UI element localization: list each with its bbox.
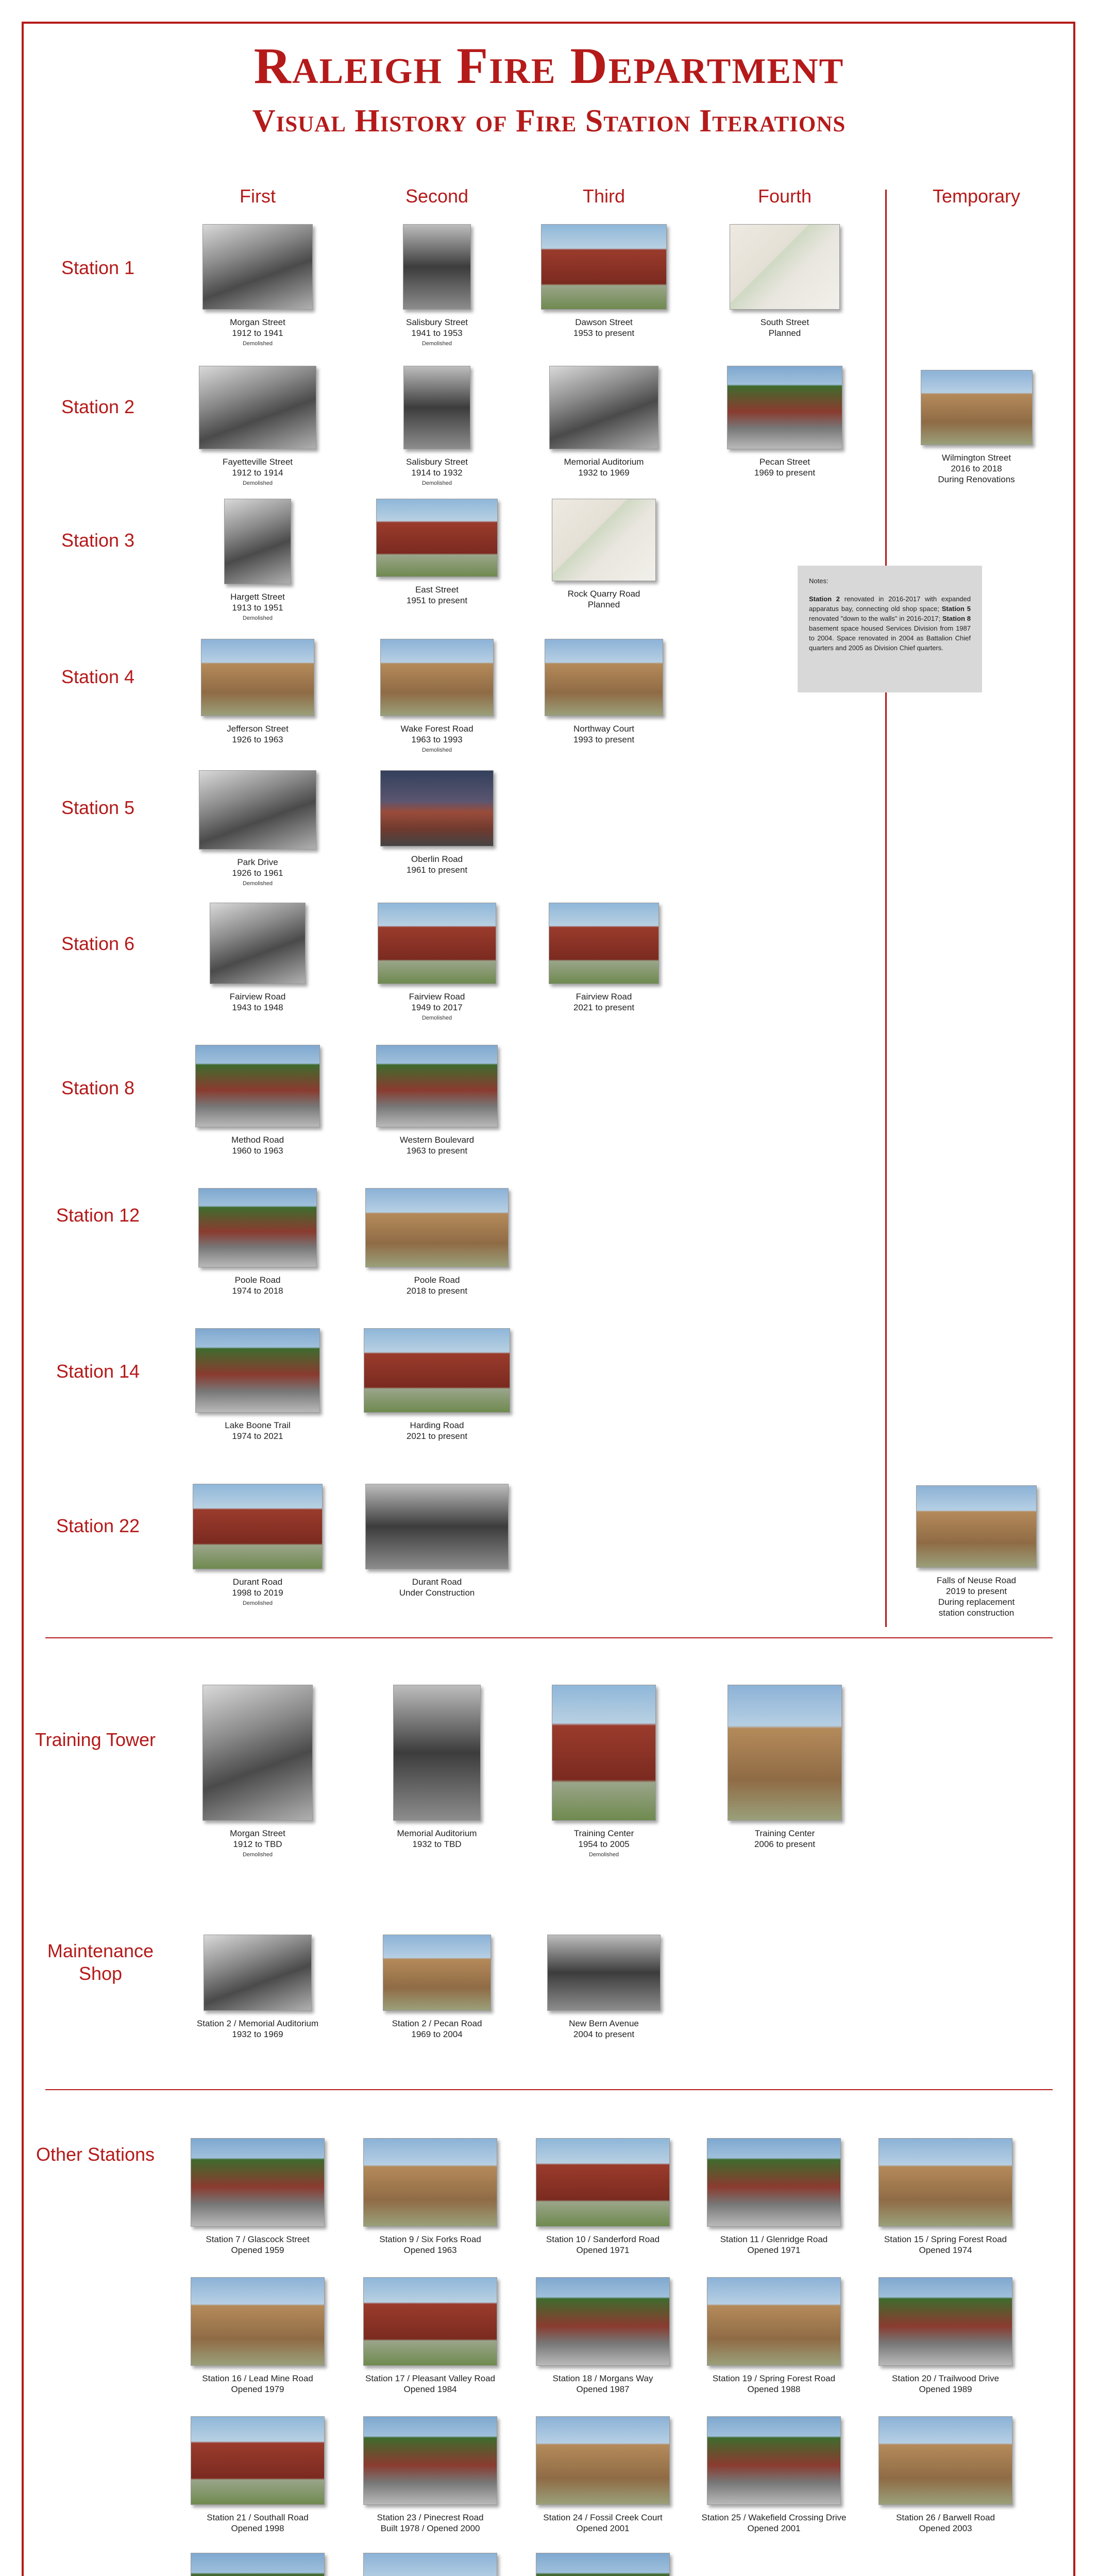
- station-photo: [199, 770, 316, 850]
- years: 1969 to present: [754, 468, 816, 478]
- station-photo: [364, 1328, 510, 1413]
- station-name: Station 11 / Glenridge Road: [720, 2234, 828, 2244]
- station-photo: [707, 2138, 841, 2227]
- station-opened: Opened 2001: [747, 2523, 801, 2533]
- station-photo: [363, 2277, 497, 2366]
- station-2-first: [178, 366, 337, 489]
- station-photo: [536, 2277, 670, 2366]
- station-22-first: [178, 1484, 337, 1609]
- other-station-card: [332, 2416, 528, 2534]
- note: station construction: [938, 1608, 1015, 1618]
- years: 2021 to present: [573, 1003, 635, 1012]
- station-opened: Opened 1971: [747, 2245, 801, 2255]
- column-header-fourth: Fourth: [757, 185, 812, 207]
- station-photo: [549, 903, 659, 984]
- location-name: Wake Forest Road: [400, 724, 474, 734]
- location-name: South Street: [760, 317, 809, 327]
- station-5-second: [357, 770, 517, 875]
- years: 1912 to 1941: [232, 328, 283, 338]
- other-station-card: [848, 2138, 1043, 2256]
- station-14-second: [357, 1328, 517, 1442]
- column-header-temporary: Temporary: [932, 185, 1021, 207]
- other-station-card: [848, 2277, 1043, 2395]
- location-name: Salisbury Street: [406, 457, 468, 467]
- station-opened: Opened 1979: [231, 2384, 284, 2394]
- other-station-card: [332, 2553, 528, 2576]
- station-name: Station 7 / Glascock Street: [206, 2234, 310, 2244]
- station-22-temporary: [897, 1485, 1056, 1618]
- column-header-first: First: [240, 185, 276, 207]
- station-1-fourth: [705, 224, 865, 338]
- station-photo: [224, 499, 291, 584]
- other-station-card: [160, 2138, 356, 2256]
- station-photo: [365, 1188, 509, 1267]
- note: During replacement: [938, 1597, 1015, 1607]
- column-header-second: Second: [405, 185, 469, 207]
- station-2-temporary: [897, 370, 1056, 485]
- other-station-card: [505, 2416, 701, 2534]
- location-name: Training Center: [754, 1828, 815, 1838]
- demolished-note: Demolished: [421, 341, 452, 347]
- station-photo: [378, 903, 496, 984]
- other-station-card: [676, 2277, 872, 2395]
- station-name: Station 17 / Pleasant Valley Road: [365, 2374, 495, 2383]
- row-label-other-stations: Other Stations: [36, 2144, 155, 2165]
- years: 1961 to present: [406, 865, 468, 875]
- years: 1951 to present: [406, 596, 468, 605]
- location-name: Salisbury Street: [406, 317, 468, 327]
- tower-photo: [552, 1685, 656, 1821]
- station-photo: [707, 2277, 841, 2366]
- years: Under Construction: [399, 1588, 475, 1598]
- tower-photo: [728, 1685, 842, 1821]
- location-name: Fairview Road: [409, 992, 465, 1002]
- station-photo: [727, 366, 842, 449]
- demolished-note: Demolished: [242, 1600, 273, 1606]
- station-photo: [193, 1484, 323, 1569]
- station-opened: Opened 1987: [576, 2384, 630, 2394]
- station-photo: [201, 639, 314, 716]
- station-2-second: [357, 366, 517, 489]
- station-photo: [549, 366, 658, 449]
- station-name: Station 10 / Sanderford Road: [546, 2234, 660, 2244]
- station-opened: Opened 2001: [576, 2523, 630, 2533]
- station-photo: [365, 1484, 509, 1569]
- station-photo: [376, 499, 498, 577]
- years: 1963 to present: [406, 1146, 468, 1156]
- station-4-first: [178, 639, 337, 745]
- years: 1998 to 2019: [232, 1588, 283, 1598]
- station-photo: [202, 224, 313, 310]
- site-map: [552, 499, 656, 581]
- years: 2016 to 2018: [951, 464, 1002, 473]
- station-14-first: [178, 1328, 337, 1442]
- other-station-card: [332, 2277, 528, 2395]
- years: 1926 to 1961: [232, 868, 283, 878]
- demolished-note: Demolished: [421, 1015, 452, 1021]
- station-photo: [198, 1188, 317, 1267]
- shop-photo: [204, 1935, 312, 2011]
- station-6-first: [178, 903, 337, 1013]
- location-name: East Street: [415, 585, 459, 595]
- location-name: Fayetteville Street: [222, 457, 293, 467]
- other-station-card: [160, 2553, 356, 2576]
- row-label-maintenance-shop: Maintenance Shop: [47, 1940, 154, 1984]
- station-photo: [403, 224, 471, 310]
- station-photo: [879, 2277, 1012, 2366]
- station-opened: Built 1978 / Opened 2000: [380, 2523, 480, 2533]
- row-label-station-2: Station 2: [61, 396, 135, 417]
- other-station-card: [505, 2553, 701, 2576]
- years: Planned: [587, 600, 620, 609]
- station-4-third: [524, 639, 684, 745]
- location-name: Training Center: [573, 1828, 634, 1838]
- location-name: Northway Court: [573, 724, 635, 734]
- station-opened: Opened 1988: [747, 2384, 801, 2394]
- tower-photo: [202, 1685, 313, 1821]
- row-label-training-tower: Training Tower: [35, 1729, 156, 1750]
- row-label-station-14: Station 14: [56, 1361, 140, 1382]
- years: 2019 to present: [945, 1586, 1007, 1596]
- temporary-divider: [885, 190, 887, 1627]
- years: 2021 to present: [406, 1431, 468, 1441]
- station-opened: Opened 1959: [231, 2245, 284, 2255]
- station-photo: [921, 370, 1033, 445]
- other-station-card: [848, 2416, 1043, 2534]
- training-tower-2: [357, 1685, 517, 1850]
- years: 2006 to present: [754, 1839, 816, 1849]
- years: 1954 to 2005: [578, 1839, 630, 1849]
- station-5-first: [178, 770, 337, 889]
- section-divider: [45, 2089, 1053, 2090]
- station-22-second: [357, 1484, 517, 1598]
- station-photo: [545, 639, 663, 716]
- location-name: Morgan Street: [230, 1828, 285, 1838]
- location-name: Durant Road: [232, 1577, 283, 1587]
- station-photo: [403, 366, 470, 449]
- location-name: Jefferson Street: [227, 724, 289, 734]
- years: 1960 to 1963: [232, 1146, 283, 1156]
- row-label-station-12: Station 12: [56, 1205, 140, 1226]
- location-name: Dawson Street: [575, 317, 633, 327]
- years: 1941 to 1953: [411, 328, 463, 338]
- station-name: Station 26 / Barwell Road: [896, 2513, 995, 2522]
- station-name: Station 9 / Six Forks Road: [379, 2234, 481, 2244]
- station-1-first: [178, 224, 337, 349]
- location-name: Park Drive: [237, 857, 278, 867]
- station-photo: [536, 2416, 670, 2505]
- other-station-card: [505, 2277, 701, 2395]
- station-photo: [536, 2553, 670, 2576]
- station-photo: [363, 2553, 497, 2576]
- station-8-first: [178, 1045, 337, 1156]
- maintenance-shop-2: [357, 1935, 517, 2040]
- notes-label: Notes:: [809, 577, 829, 585]
- location-name: Memorial Auditorium: [564, 457, 644, 467]
- shop-photo: [383, 1935, 491, 2011]
- years: 1949 to 2017: [411, 1003, 463, 1012]
- station-3-first: [178, 499, 337, 624]
- location-name: Method Road: [231, 1135, 284, 1145]
- station-opened: Opened 1971: [576, 2245, 630, 2255]
- station-2-third: [524, 366, 684, 478]
- years: 1926 to 1963: [232, 735, 283, 744]
- location-name: Fairview Road: [576, 992, 632, 1002]
- note-station-ref: Station 2: [809, 595, 840, 603]
- demolished-note: Demolished: [421, 480, 452, 486]
- station-12-second: [357, 1188, 517, 1296]
- row-label-station-22: Station 22: [56, 1515, 140, 1536]
- station-1-third: [524, 224, 684, 338]
- years: 1914 to 1932: [411, 468, 463, 478]
- other-station-card: [160, 2416, 356, 2534]
- station-opened: Opened 1974: [919, 2245, 972, 2255]
- years: 1912 to TBD: [233, 1839, 282, 1849]
- station-photo: [916, 1485, 1037, 1568]
- station-photo: [879, 2138, 1012, 2227]
- station-photo: [191, 2416, 325, 2505]
- note-station-ref: Station 8: [942, 615, 971, 622]
- row-label-station-4: Station 4: [61, 666, 135, 687]
- note: During Renovations: [938, 474, 1015, 484]
- row-label-station-3: Station 3: [61, 530, 135, 551]
- location-name: Memorial Auditorium: [397, 1828, 477, 1838]
- other-station-card: [332, 2138, 528, 2256]
- station-4-second: [357, 639, 517, 756]
- location-name: Harding Road: [410, 1420, 464, 1430]
- location-name: Wilmington Street: [941, 453, 1011, 463]
- station-photo: [376, 1045, 498, 1127]
- years: 2018 to present: [406, 1286, 468, 1296]
- row-label-station-1: Station 1: [61, 257, 135, 278]
- location-name: Morgan Street: [230, 317, 285, 327]
- years: 1932 to TBD: [412, 1839, 462, 1849]
- other-station-card: [160, 2277, 356, 2395]
- years: 1953 to present: [573, 328, 635, 338]
- years: 1932 to 1969: [578, 468, 630, 478]
- maintenance-shop-1: [178, 1935, 337, 2040]
- column-header-third: Third: [582, 185, 626, 207]
- station-name: Station 18 / Morgans Way: [552, 2374, 653, 2383]
- location-name: Fairview Road: [229, 992, 286, 1002]
- years: 1974 to 2021: [232, 1431, 283, 1441]
- station-opened: Opened 1989: [919, 2384, 972, 2394]
- years: 1932 to 1969: [232, 2029, 283, 2039]
- station-photo: [707, 2416, 841, 2505]
- location-name: Oberlin Road: [411, 854, 463, 864]
- station-photo: [210, 903, 306, 984]
- station-photo: [541, 224, 667, 310]
- years: 1969 to 2004: [411, 2029, 463, 2039]
- station-8-second: [357, 1045, 517, 1156]
- row-label-station-5: Station 5: [61, 797, 135, 818]
- note-text: renovated in 2016-2017 with expanded apparatus bay, connecting old shop space;: [809, 595, 971, 613]
- demolished-note: Demolished: [242, 615, 273, 621]
- demolished-note: Demolished: [242, 480, 273, 486]
- other-station-card: [676, 2416, 872, 2534]
- station-2-fourth: [705, 366, 865, 478]
- station-name: Station 25 / Wakefield Crossing Drive: [701, 2513, 847, 2522]
- years: Planned: [768, 328, 801, 338]
- note-text: renovated "down to the walls" in 2016-2017;: [809, 615, 942, 622]
- training-tower-3: [524, 1685, 684, 1860]
- station-photo: [195, 1045, 320, 1127]
- station-photo: [380, 639, 494, 716]
- station-photo: [195, 1328, 320, 1413]
- station-1-second: [357, 224, 517, 349]
- site-map: [730, 224, 840, 310]
- notes-box-stations: [798, 566, 982, 692]
- location-name: Station 2 / Memorial Auditorium: [196, 2019, 319, 2028]
- station-opened: Opened 1998: [231, 2523, 284, 2533]
- training-tower-4: [705, 1685, 865, 1850]
- demolished-note: Demolished: [242, 341, 273, 347]
- station-6-third: [524, 903, 684, 1013]
- location-name: Poole Road: [234, 1275, 281, 1285]
- location-name: Hargett Street: [230, 592, 285, 602]
- years: 1974 to 2018: [232, 1286, 283, 1296]
- station-photo: [363, 2138, 497, 2227]
- location-name: Durant Road: [412, 1577, 462, 1587]
- station-photo: [380, 770, 494, 846]
- location-name: Pecan Street: [759, 457, 810, 467]
- station-photo: [199, 366, 316, 449]
- station-photo: [191, 2277, 325, 2366]
- station-photo: [191, 2553, 325, 2576]
- location-name: Station 2 / Pecan Road: [392, 2019, 482, 2028]
- other-station-card: [676, 2138, 872, 2256]
- tower-photo: [393, 1685, 481, 1821]
- maintenance-shop-3: [524, 1935, 684, 2040]
- demolished-note: Demolished: [242, 1852, 273, 1858]
- station-photo: [879, 2416, 1012, 2505]
- page-title: Raleigh Fire Department: [254, 37, 844, 94]
- station-photo: [191, 2138, 325, 2227]
- location-name: New Bern Avenue: [569, 2019, 639, 2028]
- station-name: Station 16 / Lead Mine Road: [202, 2374, 313, 2383]
- station-opened: Opened 1963: [403, 2245, 457, 2255]
- years: 2004 to present: [573, 2029, 635, 2039]
- station-photo: [363, 2416, 497, 2505]
- station-12-first: [178, 1188, 337, 1296]
- section-divider: [45, 1637, 1053, 1638]
- station-name: Station 24 / Fossil Creek Court: [543, 2513, 663, 2522]
- location-name: Western Boulevard: [399, 1135, 475, 1145]
- training-tower-1: [178, 1685, 337, 1860]
- years: 1963 to 1993: [411, 735, 463, 744]
- station-6-second: [357, 903, 517, 1024]
- station-name: Station 20 / Trailwood Drive: [892, 2374, 999, 2383]
- shop-photo: [547, 1935, 661, 2011]
- location-name: Lake Boone Trail: [225, 1420, 291, 1430]
- demolished-note: Demolished: [242, 880, 273, 887]
- station-opened: Opened 1984: [403, 2384, 457, 2394]
- station-photo: [536, 2138, 670, 2227]
- location-name: Poole Road: [414, 1275, 460, 1285]
- station-opened: Opened 2003: [919, 2523, 972, 2533]
- years: 1943 to 1948: [232, 1003, 283, 1012]
- note-station-ref: Station 5: [941, 605, 971, 613]
- station-name: Station 19 / Spring Forest Road: [712, 2374, 836, 2383]
- other-station-card: [505, 2138, 701, 2256]
- row-label-station-8: Station 8: [61, 1077, 135, 1098]
- page-subtitle: Visual History of Fire Station Iterations: [252, 104, 846, 139]
- station-name: Station 15 / Spring Forest Road: [884, 2234, 1007, 2244]
- demolished-note: Demolished: [588, 1852, 619, 1858]
- row-label-station-6: Station 6: [61, 933, 135, 954]
- years: 1993 to present: [573, 735, 635, 744]
- years: 1913 to 1951: [232, 603, 283, 613]
- station-name: Station 21 / Southall Road: [207, 2513, 309, 2522]
- location-name: Rock Quarry Road: [567, 589, 640, 599]
- station-3-third: [524, 499, 684, 610]
- station-name: Station 23 / Pinecrest Road: [377, 2513, 484, 2522]
- demolished-note: Demolished: [421, 747, 452, 753]
- station-3-second: [357, 499, 517, 606]
- location-name: Falls of Neuse Road: [936, 1575, 1017, 1585]
- years: 1912 to 1914: [232, 468, 283, 478]
- note-text: basement space housed Services Division from 1987 to 2004. Space renovated in 2004 as Battalion Chief quarters and 2005 as Division Chief quarters.: [809, 624, 971, 652]
